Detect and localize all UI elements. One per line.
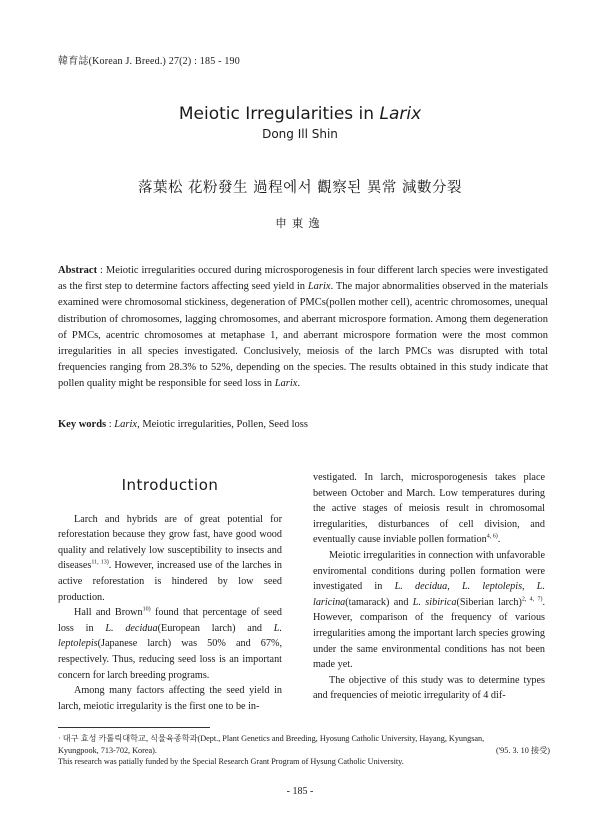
intro-p2-text-cont: found that percentage of seed loss in: [58, 607, 283, 634]
species-name: L. leptolepis: [58, 622, 283, 650]
left-column: [58, 478, 282, 714]
intro-r2-text: Meiotic irregularities in connection with unfavorable enviromental conditions during pollen formation were investigated in: [313, 549, 545, 593]
citation-ref: 2, 4, 7): [521, 596, 543, 603]
abstract-label: Abstract: [58, 265, 98, 276]
abstract-genus-2: Larix: [274, 378, 298, 390]
citation-ref: 11, 13): [91, 559, 109, 566]
footnote-row: [58, 745, 550, 757]
species-name: L. decidua: [105, 622, 158, 634]
korean-title: 落葉松 花粉發生 過程에서 觀察된 異常 減數分裂: [137, 180, 463, 196]
intro-paragraph-2: [58, 605, 282, 683]
intro-p1-text-cont: . However, increased use of the larches in active reforestation is hindered by low seed production.: [58, 560, 282, 603]
keywords-rest: , Meiotic irregularities, Pollen, Seed loss: [137, 419, 308, 430]
intro-r2-text-cont: (Siberian larch): [456, 596, 522, 608]
species-name: L. laricina: [313, 581, 546, 608]
footnote-address: Kyungpook, 713-702, Korea).: [58, 745, 157, 755]
footnote-funding: This research was patially funded by the Special Research Grant Program of Hysung Catholic University.: [58, 757, 404, 766]
abstract-text-2: . The major abnormalities observed in the materials examined were chromosomal stickiness, degeneration of PMCs(pollen mother cell), acentric chromosomes, unequal distribution of chromosomes, lagging chromosomes, and aberrant microspore formation. Among them degeneration of PMCs, acentric chromosomes at metaphase 1, and aberrant microspore formation were the most common irregularities in all species investigated. Conclusively, meiosis of the larch PMCs was disrupted with total frequencies ranging from 28.3% to 52%, depending on the species. The results obtained in this study indicate that pollen quality might be responsible for seed loss in: [58, 281, 548, 390]
intro-r2-text-cont: ,: [447, 581, 462, 593]
abstract: [58, 263, 548, 393]
page-number: - 185 -: [286, 786, 314, 797]
intro-paragraph-1: [58, 512, 282, 606]
keywords-separator: :: [106, 419, 115, 430]
intro-paragraph-5: The objective of this study was to determine types and frequencies of meiotic irregularity of 4 dif-: [313, 674, 545, 702]
species-name: L. decidua: [394, 581, 448, 593]
intro-paragraph-4: [313, 548, 545, 673]
author-name: Dong Ill Shin: [262, 127, 338, 141]
paper-title-genus: Larix: [379, 104, 422, 125]
footnote-affiliation: · 대구 효성 카톨릭대학교, 식물육종학과(Dept., Plant Genetics and Breeding, Hyosung Catholic University, Hayang, Kyungsan,: [58, 734, 485, 743]
keyword-genus: Larix: [114, 419, 138, 430]
right-column: [313, 470, 545, 704]
received-date: ('95. 3. 10 接受): [495, 745, 550, 755]
intro-r2-text-cont: ,: [522, 581, 537, 593]
korean-author-name: 申東逸: [275, 216, 325, 230]
keywords: [58, 419, 548, 430]
intro-p2-text-cont: (European larch) and: [157, 622, 274, 634]
intro-p2-text-cont: (Japanese larch) was 50% and 67%, respectively. Thus, reducing seed loss is an important concern for larch breeding programs.: [58, 638, 282, 681]
intro-p2-text: Hall and Brown: [74, 607, 143, 619]
citation-ref: 4, 6): [486, 533, 498, 540]
keywords-label: Key words: [58, 419, 107, 430]
paper-title: [0, 104, 600, 124]
footnote: [58, 733, 550, 768]
intro-r2-text-cont: (tamarack) and: [345, 596, 413, 608]
intro-p1-text: Larch and hybrids are of great potential for reforestation because they grow fast, have good wood quality and relatively low susceptibility to insects and diseases: [58, 513, 282, 572]
citation-ref: 10): [142, 606, 151, 613]
abstract-text-1: Meiotic irregularities occured during microsporogenesis in four different larch species were investigated as the first step to determine factors affecting seed yield in: [58, 265, 548, 293]
intro-r2-text-cont: . However, comparison of the frequency of various irregularities among the important larch species growing under the same environmental conditions has not been made yet.: [313, 596, 546, 671]
abstract-genus-1: Larix: [307, 281, 331, 293]
journal-citation: 韓育誌(Korean J. Breed.) 27(2) : 185 - 190: [58, 56, 240, 67]
footnote-divider: [58, 727, 210, 728]
intro-r1-text: vestigated. In larch, microsporogenesis takes place between October and March. Low temperatures during the active stages of meiosis result in chromosomal irregularities, disturbances of cell division, and eventually cause inviable pollen formation: [313, 472, 545, 546]
intro-paragraph-3-cont: [313, 470, 545, 548]
species-name: L. sibirica: [412, 596, 457, 608]
paper-title-text: Meiotic Irregularities in: [178, 104, 380, 125]
abstract-text-3: .: [297, 378, 301, 390]
intro-paragraph-3: Among many factors affecting the seed yield in larch, meiotic irregularity is the first one to be in-: [58, 685, 282, 712]
intro-r1-text-cont: .: [497, 534, 501, 546]
section-heading-introduction: Introduction: [121, 476, 219, 494]
species-name: L. leptolepis: [462, 581, 523, 593]
abstract-separator: :: [97, 265, 106, 276]
